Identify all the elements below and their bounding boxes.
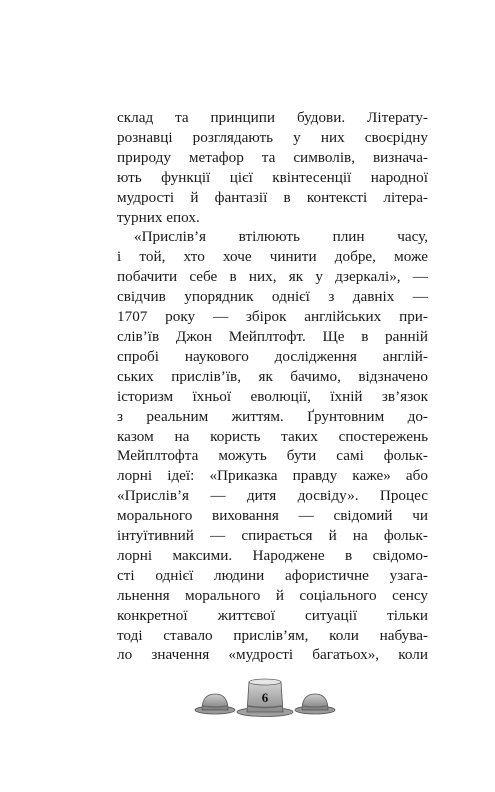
text-line: тоді ставало прислів’ям, коли набува- <box>117 626 428 644</box>
text-line: лорні максими. Народжене в свідомо- <box>117 546 428 564</box>
text-line: слів’їв Джон Мейплтофт. Ще в ранній <box>117 327 428 345</box>
text-line: ють функції цієї квінтесенції народної <box>117 168 428 186</box>
text-line: ських прислів’їв, як бачимо, відзначено <box>117 367 428 385</box>
text-line: склад та принципи будови. Літерату- <box>117 109 428 126</box>
text-line: 1707 року — збірок англійських при- <box>117 308 428 326</box>
page-footer-ornament <box>190 676 340 718</box>
text-line: рознавці розглядають у них своєрідну <box>117 128 428 146</box>
text-line: казом на користь таких спостережень <box>117 427 428 445</box>
text-line: «Прислів’я — дитя досвіду». Процес <box>117 487 428 505</box>
text-line: і той, хто хоче чинити добре, може <box>117 248 428 266</box>
text-line: інтуїтивний — спирається й на фольк- <box>117 527 428 545</box>
text-line: Мейплтофта можуть бути самі фольк- <box>117 447 428 465</box>
text-line: мудрості й фантазії в контексті літера- <box>117 188 428 206</box>
body-text <box>117 108 428 665</box>
text-line: спробі наукового дослідження англій- <box>117 347 428 365</box>
text-line: морального виховання — свідомий чи <box>117 507 428 525</box>
text-line: «Прислів’я втілюють плин часу, <box>134 228 428 246</box>
text-line: природу метафор та символів, визнача- <box>117 148 428 166</box>
text-line: сті однієї людини афористичне узага- <box>117 566 428 584</box>
text-line: побачити себе в них, як у дзеркалі», — <box>117 268 428 286</box>
text-line: лорні ідеї: «Приказка правду каже» або <box>117 467 428 485</box>
page-number: 6 <box>261 690 269 705</box>
text-line: з реальним життям. Ґрунтовним до- <box>117 407 428 425</box>
text-line: історизм їхньої еволюції, їхній зв’язок <box>117 387 428 405</box>
text-line: турних епох. <box>117 208 200 226</box>
text-line: свідчив упорядник однієї з давніх — <box>117 288 428 306</box>
text-line: ло значення «мудрості багатьох», коли <box>117 646 428 664</box>
text-line: конкретної життєвої ситуації тільки <box>117 606 428 624</box>
text-line: льнення морального й соціального сенсу <box>117 586 428 604</box>
